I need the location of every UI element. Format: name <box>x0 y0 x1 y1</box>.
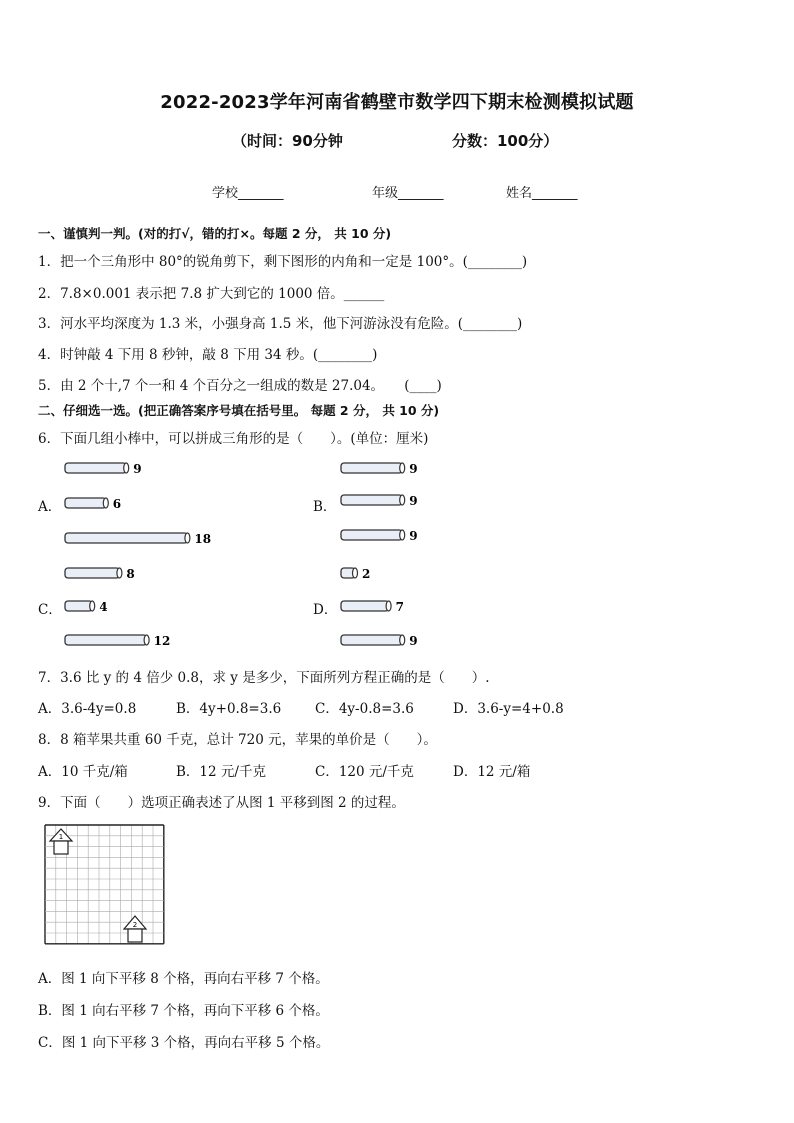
section-1-heading: 一、谨慎判一判。(对的打√，错的打×。每题 2 分， 共 10 分) <box>38 226 392 241</box>
stick-length-label: 9 <box>409 462 418 476</box>
figure-1-label: 1 <box>58 833 64 841</box>
stick-length-label: 12 <box>153 634 171 648</box>
stick-length-label: 4 <box>99 600 108 614</box>
name-field: 姓名_______ <box>506 186 578 201</box>
stick-length-label: 9 <box>409 529 418 543</box>
stick-length-label: 9 <box>133 462 142 476</box>
question-2: 2．7.8×0.001 表示把 7.8 扩大到它的 1000 倍。______ <box>38 286 385 302</box>
question-1: 1．把一个三角形中 80°的锐角剪下，剩下图形的内角和一定是 100°。(________) <box>38 254 528 270</box>
q9-option-a: A．图 1 向下平移 8 个格，再向右平移 7 个格。 <box>38 971 329 987</box>
question-5: 5．由 2 个十,7 个一和 4 个百分之一组成的数是 27.04。 (____) <box>38 378 442 394</box>
grade-field: 年级_______ <box>372 186 444 201</box>
page-title: 2022-2023学年河南省鹤壁市数学四下期末检测模拟试题 <box>160 92 634 113</box>
question-3: 3．河水平均深度为 1.3 米，小强身高 1.5 米，他下河游泳没有危险。(________) <box>38 316 523 332</box>
stick-length-label: 7 <box>395 600 404 614</box>
q9-option-b: B．图 1 向右平移 7 个格，再向下平移 6 个格。 <box>38 1003 329 1019</box>
question-6-stem: 6．下面几组小棒中，可以拼成三角形的是（ ）。(单位：厘米) <box>38 431 429 447</box>
question-8-stem: 8．8 箱苹果共重 60 千克，总计 720 元，苹果的单价是（ ）。 <box>38 732 437 748</box>
exam-score: 分数：100分） <box>452 132 559 150</box>
q6-option-a-label: A． <box>38 499 62 515</box>
question-9-stem: 9．下面（ ）选项正确表述了从图 1 平移到图 2 的过程。 <box>38 795 405 811</box>
q6-option-d-label: D． <box>313 602 338 618</box>
q7-option-c: C．4y-0.8=3.6 <box>315 701 414 717</box>
question-4: 4．时钟敲 4 下用 8 秒钟，敲 8 下用 34 秒。(________) <box>38 347 378 363</box>
section-2-heading: 二、仔细选一选。(把正确答案序号填在括号里。 每题 2 分， 共 10 分) <box>38 403 440 418</box>
q8-option-d: D．12 元/箱 <box>453 764 531 780</box>
q7-option-d: D．3.6-y=4+0.8 <box>453 701 564 717</box>
q9-option-c: C．图 1 向下平移 3 个格，再向右平移 5 个格。 <box>38 1035 330 1051</box>
stick-length-label: 2 <box>362 567 371 581</box>
stick-length-label: 9 <box>409 634 418 648</box>
q8-option-a: A．10 千克/箱 <box>38 764 128 780</box>
house-figure-2 <box>124 916 146 942</box>
exam-time: （时间：90分钟 <box>232 132 343 150</box>
house-figure-1 <box>50 829 72 854</box>
q7-option-a: A．3.6-4y=0.8 <box>38 701 137 717</box>
q6-option-b-label: B． <box>313 499 337 515</box>
school-field: 学校_______ <box>212 186 284 201</box>
q8-option-c: C．120 元/千克 <box>315 764 414 780</box>
q8-option-b: B．12 元/千克 <box>176 764 266 780</box>
stick-length-label: 6 <box>112 497 122 511</box>
stick-length-label: 9 <box>409 494 418 508</box>
figure-2-label: 2 <box>132 921 138 929</box>
q6-option-c-label: C． <box>38 602 62 618</box>
q7-option-b: B．4y+0.8=3.6 <box>176 701 282 717</box>
stick-length-label: 18 <box>194 532 212 546</box>
question-7-stem: 7．3.6 比 y 的 4 倍少 0.8，求 y 是多少，下面所列方程正确的是（ ）. <box>38 670 490 686</box>
stick-length-label: 8 <box>126 567 135 581</box>
